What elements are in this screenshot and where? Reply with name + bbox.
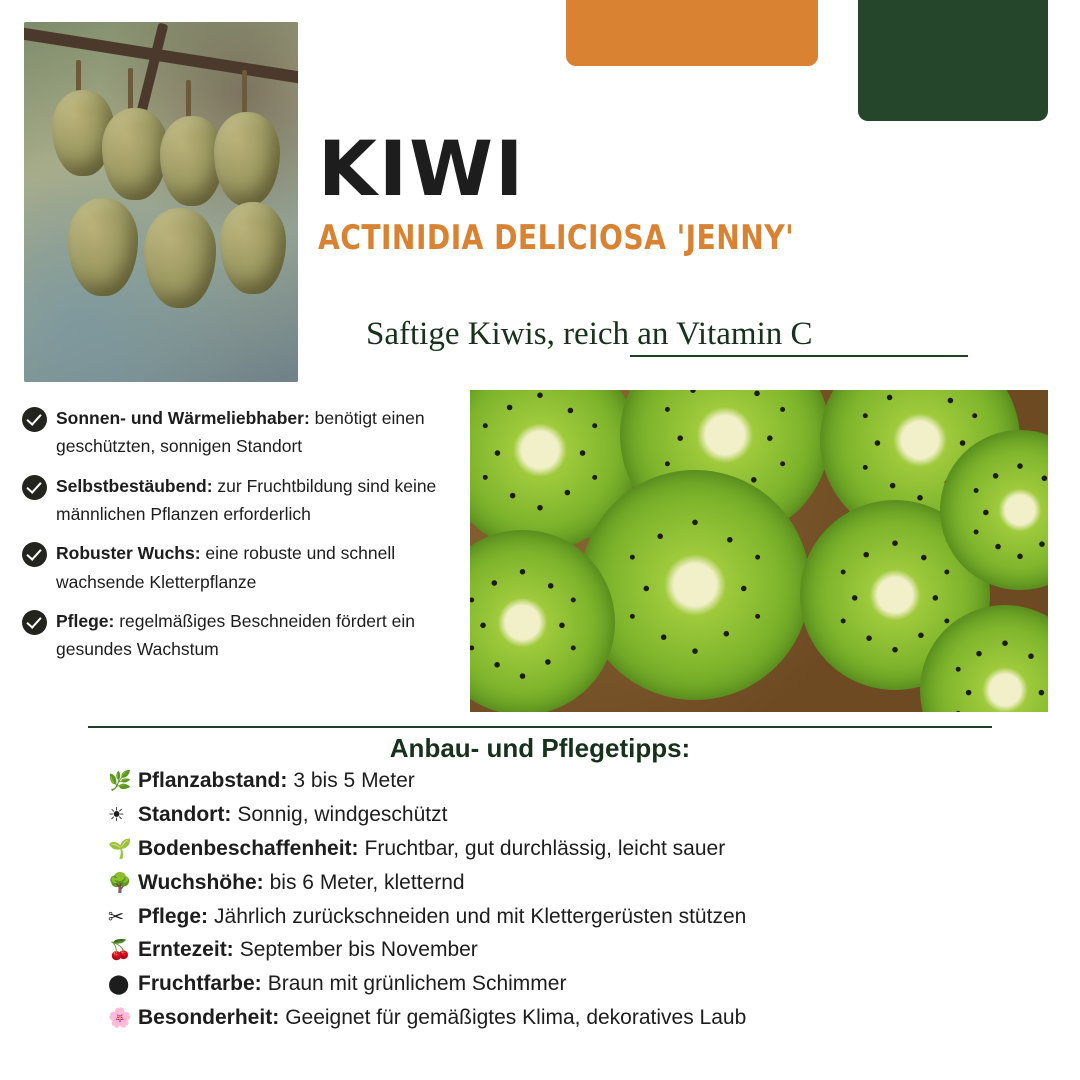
feature-item <box>22 607 462 664</box>
feature-description: zur Fruchtbildung sind keine männlichen Pflanzen erforderlich <box>56 475 437 525</box>
tip-label: Fruchtfarbe: <box>138 972 262 996</box>
fruit-stem <box>128 68 133 112</box>
tip-label: Erntezeit: <box>138 938 234 962</box>
scissors-icon: ✂ <box>108 906 124 928</box>
tip-label: Wuchshöhe: <box>138 870 264 894</box>
feature-label: Robuster Wuchs: <box>56 543 201 564</box>
feature-text <box>56 404 462 461</box>
check-circle-icon <box>22 407 47 432</box>
tip-label: Besonderheit: <box>138 1006 280 1030</box>
feature-text <box>56 607 462 664</box>
feature-text <box>56 539 462 596</box>
feature-text <box>56 472 462 529</box>
tips-heading: Anbau- und Pflegetipps: <box>389 733 691 763</box>
tip-label: Pflanzabstand: <box>138 769 288 792</box>
page-title: KIWI <box>318 123 526 213</box>
tree-icon: 🌳 <box>108 872 132 894</box>
check-circle-icon <box>22 542 47 567</box>
feature-label: Sonnen- und Wärmeliebhaber: <box>56 408 310 428</box>
cherries-icon: 🍒 <box>108 940 132 962</box>
sun-icon: ☀ <box>108 804 126 826</box>
check-circle-icon <box>22 610 47 635</box>
tips-divider <box>88 726 992 728</box>
tip-item <box>108 768 988 795</box>
circle-icon: ⬤ <box>108 974 130 996</box>
tip-value: 3 bis 5 Meter <box>293 769 415 792</box>
tip-item <box>108 1005 988 1032</box>
kiwi-slice <box>580 470 810 700</box>
tip-value: Geeignet für gemäßigtes Klima, dekoratives Laub <box>285 1006 747 1030</box>
kiwi-vine-photo <box>24 22 298 382</box>
kiwi-seeds <box>959 449 1048 571</box>
kiwi-seeds <box>608 498 783 673</box>
feature-item <box>22 404 462 461</box>
tip-item <box>108 836 988 863</box>
tip-value: Braun mit grünlichem Schimmer <box>267 972 567 996</box>
fruit-stem <box>242 70 247 116</box>
feature-description: benötigt einen geschützten, sonnigen Standort <box>56 408 425 457</box>
tip-value: Jährlich zurückschneiden und mit Klettergerüsten stützen <box>214 904 747 928</box>
tip-item <box>108 937 988 964</box>
tagline: Saftige Kiwis, reich an Vitamin C <box>366 316 813 352</box>
kiwi-slices-photo <box>470 390 1048 712</box>
decorative-orange-block <box>566 0 818 66</box>
feature-description: regelmäßiges Beschneiden fördert ein gesundes Wachstum <box>56 611 415 660</box>
feature-description: eine robuste und schnell wachsende Kletterpflanze <box>56 543 396 592</box>
decorative-green-block <box>858 0 1048 121</box>
tip-value: Fruchtbar, gut durchlässig, leicht sauer <box>364 836 726 860</box>
seedling-icon: 🌱 <box>108 838 132 860</box>
kiwi-seeds <box>940 625 1048 712</box>
check-circle-icon <box>22 475 47 500</box>
feature-item <box>22 539 462 596</box>
tip-item <box>108 870 988 897</box>
fruit-stem <box>76 60 81 94</box>
kiwi-seeds <box>470 552 593 693</box>
tip-value: September bis November <box>239 938 478 962</box>
tip-item <box>108 971 988 998</box>
tip-value: bis 6 Meter, kletternd <box>269 870 465 894</box>
feature-label: Pflege: <box>56 611 115 632</box>
feature-label: Selbstbestäubend: <box>56 475 213 496</box>
tip-label: Standort: <box>138 802 232 826</box>
tagline-divider <box>630 355 968 357</box>
tips-list <box>108 768 988 1039</box>
kiwi-seeds <box>470 390 616 526</box>
herb-icon: 🌿 <box>108 771 132 792</box>
tip-item <box>108 802 988 829</box>
tip-value: Sonnig, windgeschützt <box>237 802 448 826</box>
feature-list <box>22 404 462 675</box>
fruit-stem <box>186 80 191 120</box>
blossom-icon: 🌸 <box>108 1008 132 1030</box>
tip-label: Bodenbeschaffenheit: <box>138 836 359 860</box>
tip-label: Pflege: <box>138 904 209 928</box>
botanical-name: ACTINIDIA DELICIOSA 'JENNY' <box>318 218 795 259</box>
tip-item <box>108 904 988 931</box>
feature-item <box>22 472 462 529</box>
